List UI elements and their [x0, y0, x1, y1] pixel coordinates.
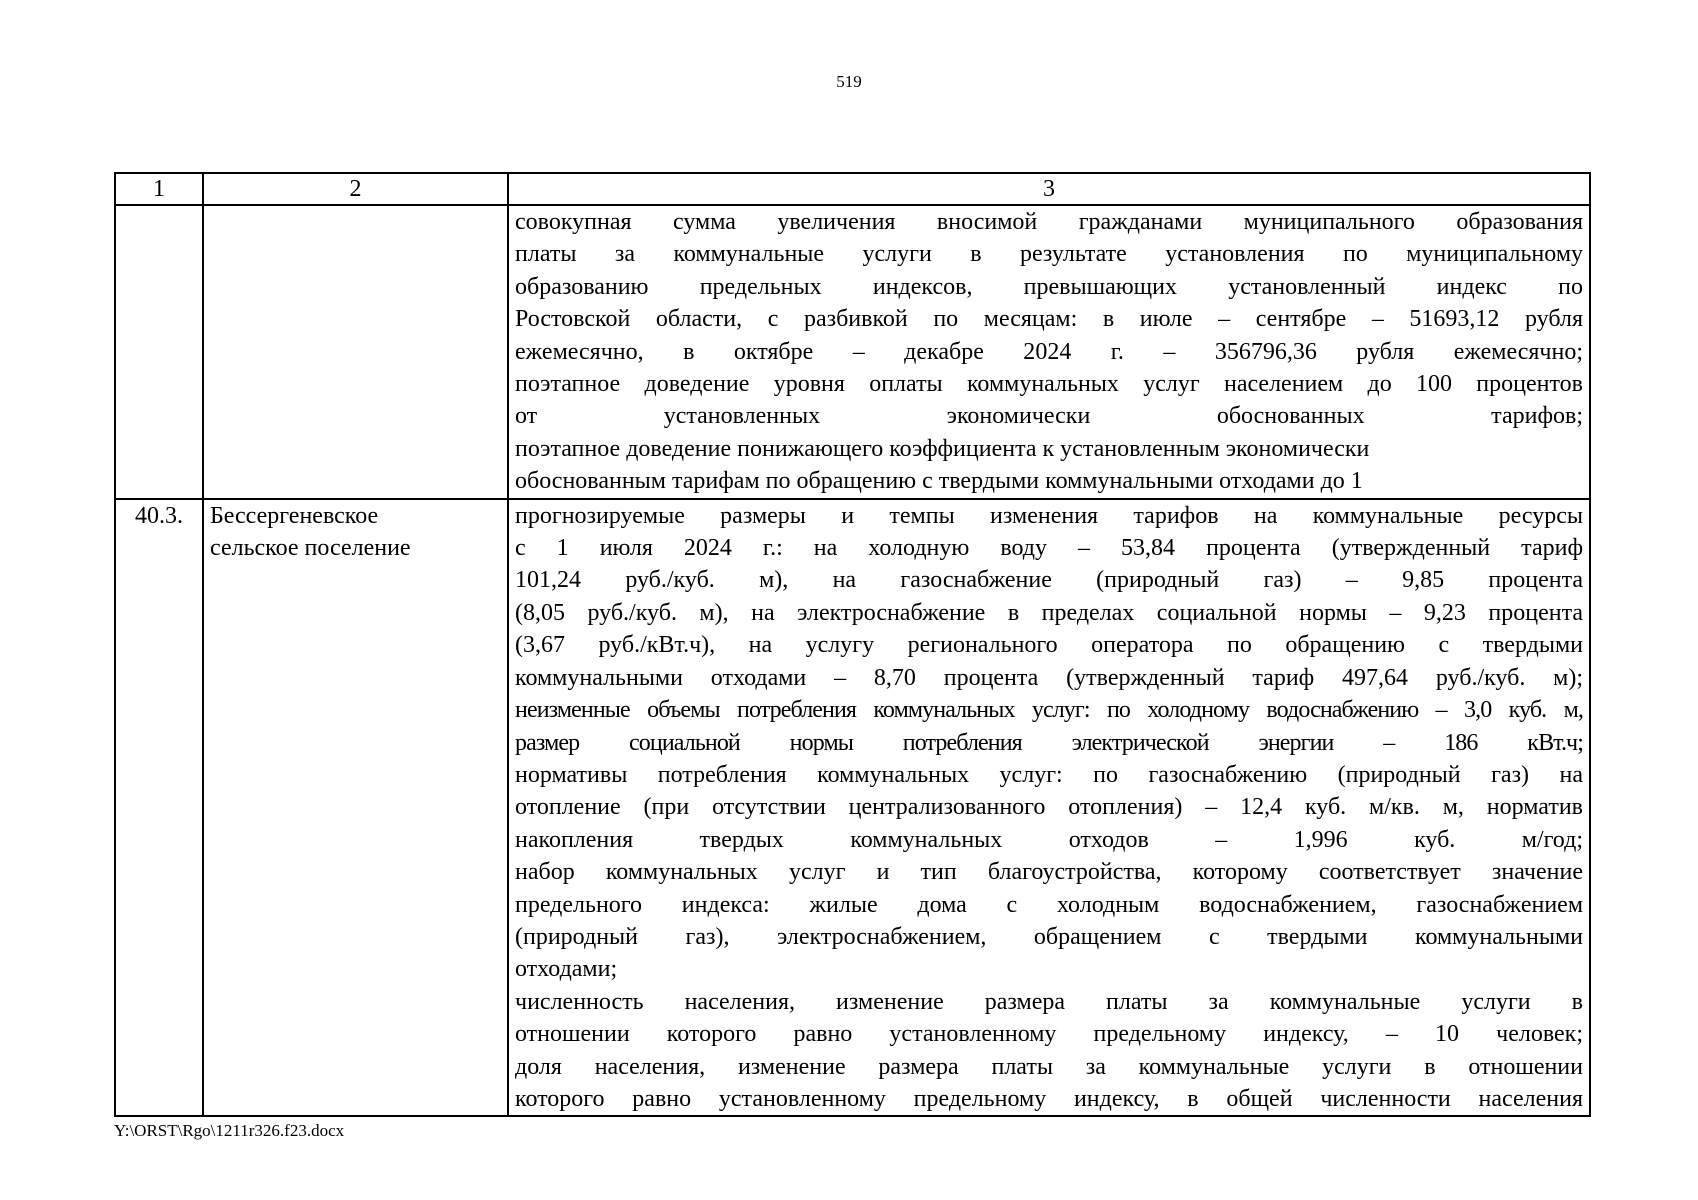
text-line: (3,67 руб./кВт.ч), на услугу регионального оператора по обращению с твердыми	[515, 632, 1583, 659]
settlement-name-line: сельское поселение	[210, 535, 411, 562]
settlement-name-line: Бессергеневское	[210, 502, 379, 529]
header-cell-3: 3	[508, 173, 1590, 205]
table-row-continuation	[115, 205, 1590, 499]
header-cell-2: 2	[203, 173, 508, 205]
paragraph	[515, 206, 1583, 368]
text-line: совокупная сумма увеличения вносимой гражданами муниципального образования	[515, 209, 1583, 235]
text-line: доля населения, изменение размера платы за коммунальные услуги в отношении	[515, 1053, 1583, 1080]
text-line: отходами;	[515, 956, 618, 983]
text-line: (природный газ), электроснабжением, обращением с твердыми коммунальными	[515, 923, 1583, 950]
text-line: численность населения, изменение размера платы за коммунальные услуги в	[515, 988, 1583, 1015]
text-line: от установленных экономически обоснованных тарифов;	[515, 403, 1583, 430]
paragraph	[515, 368, 1583, 433]
paragraph	[515, 500, 1583, 694]
text-line: платы за коммунальные услуги в результате установления по муниципальному	[515, 241, 1583, 268]
text-line: отношении которого равно установленному предельному индексу, – 10 человек;	[515, 1021, 1583, 1048]
text-line: (8,05 руб./куб. м), на электроснабжение в пределах социальной нормы – 9,23 процента	[515, 599, 1583, 626]
text-line: образованию предельных индексов, превышающих установленный индекс по	[515, 273, 1583, 300]
table-header-row	[115, 173, 1590, 205]
page-number: 519	[836, 72, 862, 91]
text-line: обоснованным тарифам по обращению с твердыми коммунальными отходами до 1	[515, 468, 1363, 495]
file-path-footer: Y:\ORST\Rgo\1211r326.f23.docx	[114, 1121, 345, 1140]
text-line: накопления твердых коммунальных отходов – 1,996 куб. м/год;	[515, 826, 1583, 853]
text-line: отопление (при отсутствии централизованного отопления) – 12,4 куб. м/кв. м, норматив	[515, 794, 1583, 821]
text-line: поэтапное доведение уровня оплаты коммунальных услуг населением до 100 процентов	[515, 371, 1583, 398]
table-row-40-3	[115, 499, 1590, 1117]
text-line: размер социальной нормы потребления электрической энергии – 186 кВт.ч;	[515, 729, 1583, 756]
text-line: Ростовской области, с разбивкой по месяцам: в июле – сентябре – 51693,12 рубля	[515, 306, 1583, 333]
row-text-cell	[508, 499, 1590, 1117]
paragraph	[515, 986, 1583, 1051]
text-line: с 1 июля 2024 г.: на холодную воду – 53,84 процента (утвержденный тариф	[515, 535, 1583, 562]
continuation-number-cell	[115, 205, 203, 499]
text-line: поэтапное доведение понижающего коэффициента к установленным экономически	[515, 435, 1370, 462]
continuation-name-cell	[203, 205, 508, 499]
paragraph	[515, 856, 1583, 986]
paragraph	[515, 759, 1583, 856]
paragraph	[515, 1051, 1583, 1116]
header-cell-1: 1	[115, 173, 203, 205]
text-line: неизменные объемы потребления коммунальных услуг: по холодному водоснабжению – 3,0 куб. м,	[515, 697, 1583, 724]
text-line: прогнозируемые размеры и темпы изменения тарифов на коммунальные ресурсы	[515, 502, 1583, 529]
continuation-text-cell	[508, 205, 1590, 499]
text-line: ежемесячно, в октябре – декабре 2024 г. – 356796,36 рубля ежемесячно;	[515, 338, 1583, 365]
text-line: коммунальными отходами – 8,70 процента (утвержденный тариф 497,64 руб./куб. м);	[515, 664, 1583, 691]
text-line: набор коммунальных услуг и тип благоустройства, которому соответствует значение	[515, 859, 1583, 886]
text-line: которого равно установленному предельному индексу, в общей численности населения	[515, 1085, 1583, 1112]
text-line: 101,24 руб./куб. м), на газоснабжение (природный газ) – 9,85 процента	[515, 567, 1583, 594]
text-line: нормативы потребления коммунальных услуг: по газоснабжению (природный газ) на	[515, 761, 1583, 788]
settlement-name-cell	[203, 499, 508, 1117]
paragraph	[515, 694, 1583, 759]
text-line: предельного индекса: жилые дома с холодным водоснабжением, газоснабжением	[515, 891, 1583, 918]
row-number-cell: 40.3.	[115, 499, 203, 1117]
tariff-table	[114, 172, 1591, 1117]
paragraph	[515, 433, 1583, 498]
